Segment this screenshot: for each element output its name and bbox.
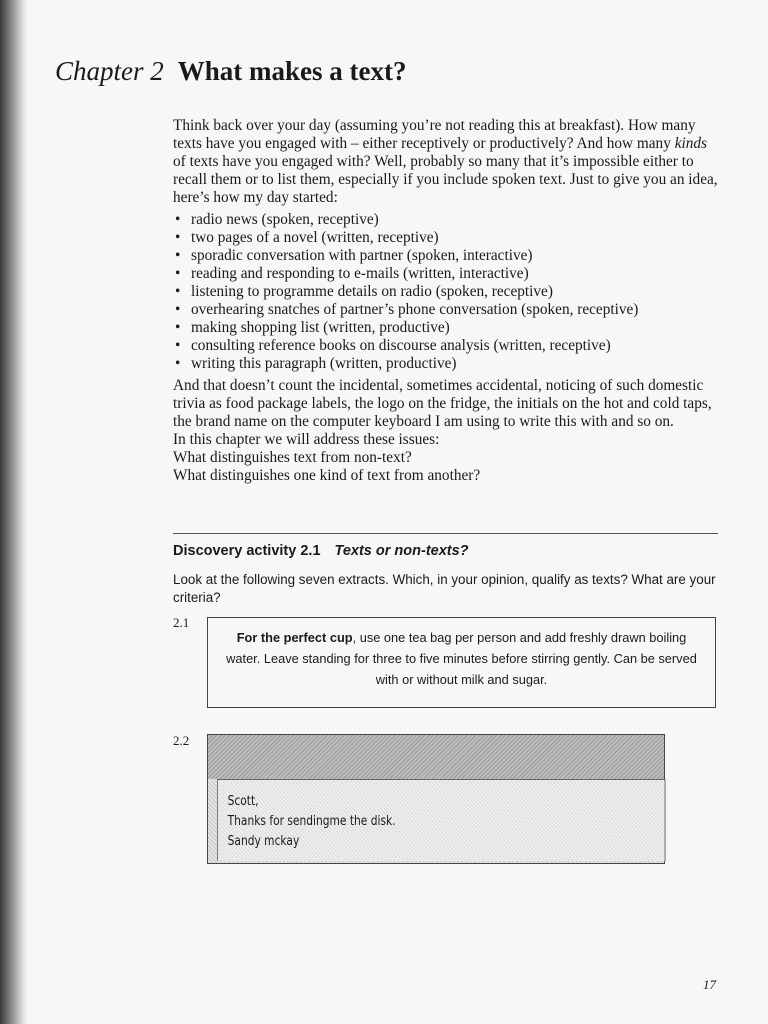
extract-text: , use one tea bag per person and add freshly drawn boiling water. Leave standing for three to five minutes before stirring gently. Can be served with or without milk and sugar. xyxy=(226,630,697,687)
activity-instruction: Look at the following seven extracts. Which, in your opinion, qualify as texts? What are your criteria? xyxy=(173,572,716,605)
activity-name: Texts or non-texts? xyxy=(334,543,469,559)
email-body xyxy=(217,779,666,861)
page-number: 17 xyxy=(703,977,716,992)
issues-intro: In this chapter we will address these issues: xyxy=(173,431,440,448)
list-item: • sporadic conversation with partner (spoken, interactive) xyxy=(173,247,721,265)
list-item: • two pages of a novel (written, receptive) xyxy=(173,229,721,247)
trivia-paragraph: And that doesn’t count the incidental, sometimes accidental, noticing of such domestic trivia as food package labels, the logo on the fridge, the initials on the hot and cold taps, the brand name on the computer keyboard I am using to write this with and so on. xyxy=(173,377,712,430)
intro-text-part1: Think back over your day (assuming you’re not reading this at breakfast). How many texts have you engaged with – either receptively or productively? And how many xyxy=(173,117,696,152)
list-item: • consulting reference books on discourse analysis (written, receptive) xyxy=(173,337,721,355)
activity-label: Discovery activity 2.1 xyxy=(173,543,321,559)
extract-number-2: 2.2 xyxy=(173,733,190,748)
email-window-image xyxy=(207,734,665,864)
intro-emphasis: kinds xyxy=(674,135,707,152)
list-item: • radio news (spoken, receptive) xyxy=(173,211,721,229)
issue-question-1: What distinguishes text from non-text? xyxy=(173,449,412,466)
chapter-heading xyxy=(55,56,407,87)
extract-box-tea xyxy=(207,617,716,708)
section-divider xyxy=(173,533,718,534)
list-item: • making shopping list (written, productive) xyxy=(173,319,721,337)
chapter-title: What makes a text? xyxy=(177,56,407,86)
email-message: Thanks for sendingme the disk. xyxy=(227,814,396,829)
issue-question-2: What distinguishes one kind of text from another? xyxy=(173,467,481,484)
list-item: • writing this paragraph (written, productive) xyxy=(173,355,721,373)
email-greeting: Scott, xyxy=(227,794,259,809)
extract-number-1: 2.1 xyxy=(173,615,190,630)
list-item: • overhearing snatches of partner’s phone conversation (spoken, receptive) xyxy=(173,301,721,319)
day-activity-list xyxy=(173,211,721,373)
extract-bold-lead: For the perfect cup xyxy=(236,630,353,645)
intro-text-part2: of texts have you engaged with? Well, probably so many that it’s impossible either to recall them or to list them, especially if you include spoken text. Just to give you an idea, here’s how my day started: xyxy=(173,153,718,206)
list-item: • reading and responding to e-mails (written, interactive) xyxy=(173,265,721,283)
issues-paragraph xyxy=(173,431,721,485)
email-signature: Sandy mckay xyxy=(227,834,300,849)
main-text xyxy=(173,117,721,485)
chapter-label: Chapter 2 xyxy=(55,56,164,86)
activity-heading xyxy=(173,543,469,559)
intro-paragraph xyxy=(173,117,721,207)
book-binding-shadow xyxy=(0,0,28,1024)
list-item: • listening to programme details on radio (spoken, receptive) xyxy=(173,283,721,301)
email-header-bar xyxy=(208,735,664,779)
